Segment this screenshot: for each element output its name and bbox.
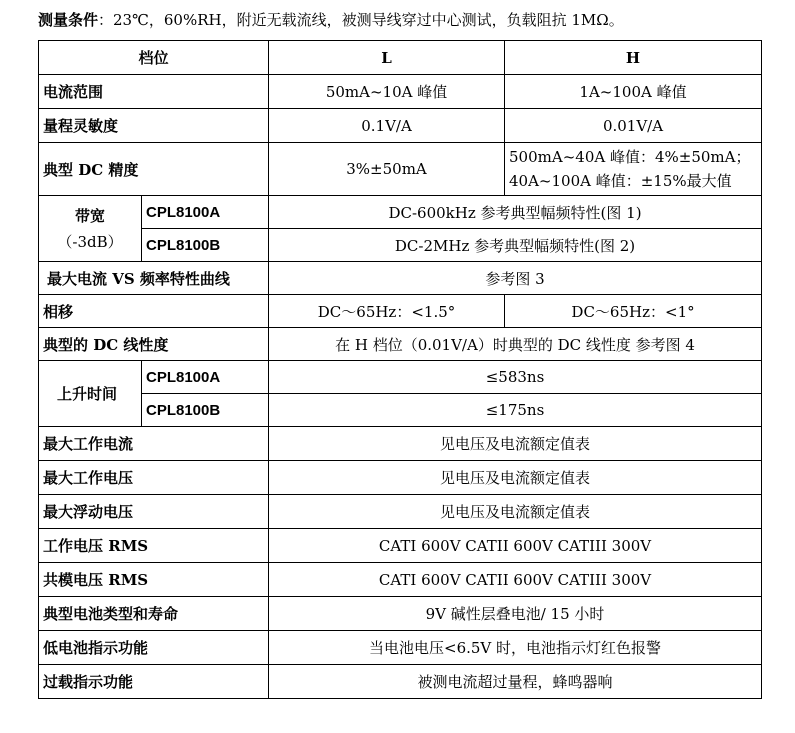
row-low-battery — [39, 631, 762, 665]
bandwidth-value-b: DC-2MHz 参考典型幅频特性(图 2) — [269, 229, 762, 262]
common-voltage-rms-label: 共模电压 RMS — [39, 563, 269, 597]
overload-value: 被测电流超过量程，蜂鸣器响 — [269, 665, 762, 699]
max-current-freq-value: 参考图 3 — [269, 262, 762, 295]
max-current-freq-label: 最大电流 VS 频率特性曲线 — [39, 262, 269, 295]
dc-accuracy-h — [505, 143, 762, 196]
dc-accuracy-h-line1: 500mA~40A 峰值：4%±50mA； — [509, 148, 751, 166]
work-voltage-rms-label: 工作电压 RMS — [39, 529, 269, 563]
row-bandwidth-a — [39, 196, 762, 229]
max-work-current-label: 最大工作电流 — [39, 427, 269, 461]
sensitivity-l: 0.1V/A — [269, 109, 505, 143]
sensitivity-label: 量程灵敏度 — [39, 109, 269, 143]
max-float-voltage-value: 见电压及电流额定值表 — [269, 495, 762, 529]
row-max-work-current — [39, 427, 762, 461]
bandwidth-label-line1: 带宽 — [74, 206, 105, 225]
header-h: H — [505, 41, 762, 75]
row-max-float-voltage — [39, 495, 762, 529]
row-common-voltage-rms — [39, 563, 762, 597]
row-phase — [39, 295, 762, 328]
bandwidth-label — [39, 196, 142, 262]
dc-accuracy-l: 3%±50mA — [269, 143, 505, 196]
measurement-conditions — [38, 10, 624, 30]
row-rise-time-a — [39, 361, 762, 394]
row-dc-linearity — [39, 328, 762, 361]
measurement-conditions-text: ：23℃，60%RH，附近无载流线，被测导线穿过中心测试，负载阻抗 1MΩ。 — [98, 11, 624, 29]
bandwidth-model-a: CPL8100A — [142, 196, 269, 229]
battery-label: 典型电池类型和寿命 — [39, 597, 269, 631]
current-range-l: 50mA~10A 峰值 — [269, 75, 505, 109]
row-current-range — [39, 75, 762, 109]
sensitivity-h: 0.01V/A — [505, 109, 762, 143]
max-work-current-value: 见电压及电流额定值表 — [269, 427, 762, 461]
low-battery-label: 低电池指示功能 — [39, 631, 269, 665]
row-overload — [39, 665, 762, 699]
rise-time-value-b: ≤175ns — [269, 394, 762, 427]
row-rise-time-b — [39, 394, 762, 427]
row-battery — [39, 597, 762, 631]
max-work-voltage-value: 见电压及电流额定值表 — [269, 461, 762, 495]
current-range-h: 1A~100A 峰值 — [505, 75, 762, 109]
dc-linearity-value: 在 H 档位（0.01V/A）时典型的 DC 线性度 参考图 4 — [269, 328, 762, 361]
bandwidth-model-b: CPL8100B — [142, 229, 269, 262]
phase-l: DC～65Hz：<1.5° — [269, 295, 505, 328]
header-l: L — [269, 41, 505, 75]
measurement-conditions-label: 测量条件 — [38, 11, 99, 29]
rise-time-model-a: CPL8100A — [142, 361, 269, 394]
rise-time-value-a: ≤583ns — [269, 361, 762, 394]
row-sensitivity — [39, 109, 762, 143]
current-range-label: 电流范围 — [39, 75, 269, 109]
phase-h: DC～65Hz：<1° — [505, 295, 762, 328]
row-max-current-freq — [39, 262, 762, 295]
bandwidth-value-a: DC-600kHz 参考典型幅频特性(图 1) — [269, 196, 762, 229]
max-work-voltage-label: 最大工作电压 — [39, 461, 269, 495]
row-work-voltage-rms — [39, 529, 762, 563]
dc-accuracy-label: 典型 DC 精度 — [39, 143, 269, 196]
row-dc-accuracy — [39, 143, 762, 196]
work-voltage-rms-value: CATI 600V CATII 600V CATIII 300V — [269, 529, 762, 563]
dc-linearity-label: 典型的 DC 线性度 — [39, 328, 269, 361]
max-float-voltage-label: 最大浮动电压 — [39, 495, 269, 529]
battery-value: 9V 碱性层叠电池/ 15 小时 — [269, 597, 762, 631]
spec-table — [38, 40, 762, 699]
overload-label: 过载指示功能 — [39, 665, 269, 699]
common-voltage-rms-value: CATI 600V CATII 600V CATIII 300V — [269, 563, 762, 597]
bandwidth-label-line2: （-3dB） — [57, 232, 123, 251]
low-battery-value: 当电池电压<6.5V 时，电池指示灯红色报警 — [269, 631, 762, 665]
row-max-work-voltage — [39, 461, 762, 495]
row-bandwidth-b — [39, 229, 762, 262]
phase-label: 相移 — [39, 295, 269, 328]
dc-accuracy-h-line2: 40A~100A 峰值：±15%最大值 — [509, 172, 732, 190]
header-gear: 档位 — [39, 41, 269, 75]
table-header-row — [39, 41, 762, 75]
rise-time-label: 上升时间 — [39, 361, 142, 427]
rise-time-model-b: CPL8100B — [142, 394, 269, 427]
